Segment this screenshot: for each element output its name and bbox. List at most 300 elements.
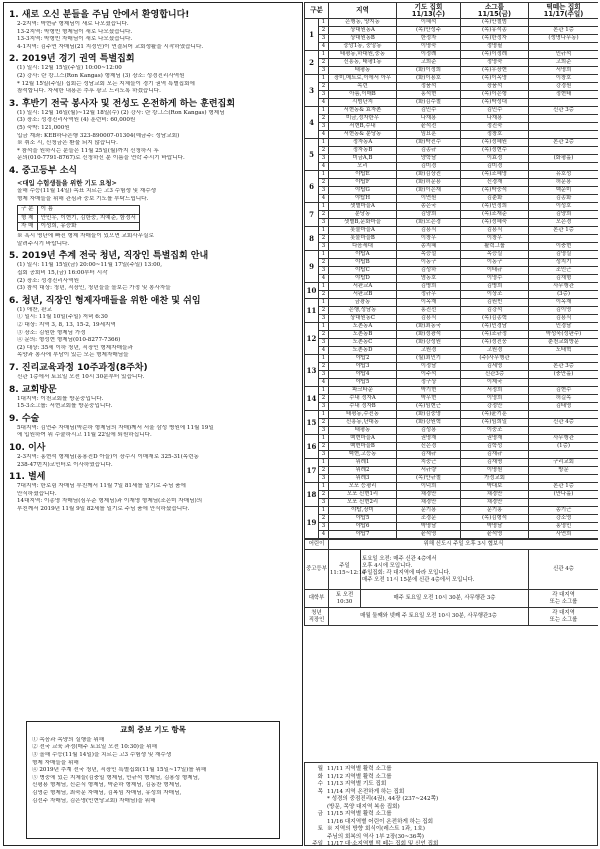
group-number: 5 [305, 139, 319, 171]
table-row [305, 347, 599, 355]
table-cell: (3층) [529, 291, 599, 299]
sub-number: 2 [319, 307, 329, 315]
table-cell: 본관 3층 [529, 363, 599, 371]
table-cell [529, 123, 599, 131]
table-cell: 도태혁 [529, 347, 599, 355]
table-cell [529, 43, 599, 51]
sub-number: 3 [319, 91, 329, 99]
table-cell: (목)임현근 [397, 403, 461, 411]
sub-number: 1 [319, 171, 329, 179]
sub-number: 3 [319, 523, 329, 531]
table-cell: 야탑C [329, 267, 397, 275]
sub-number: 4 [319, 163, 329, 171]
table-cell: 야탑,장미 [329, 507, 397, 515]
sub-number: 3 [319, 243, 329, 251]
table-row [305, 235, 599, 243]
table-cell: 본관 1층 [529, 227, 599, 235]
section-body [9, 425, 297, 440]
sub-number: 3 [319, 427, 329, 435]
table-row [305, 187, 599, 195]
weekly-day: 토 [317, 826, 323, 832]
table-row [305, 331, 599, 339]
table-row [305, 323, 599, 331]
table-cell: 서현동& 분당동 [329, 131, 397, 139]
table-row [305, 507, 599, 515]
table-cell: 야탑7 [329, 531, 397, 539]
table-row [305, 83, 599, 91]
schedule-column [304, 2, 598, 846]
prayer-item: 형제 자매들을 위해 [32, 759, 79, 766]
sub-number: 3 [319, 339, 329, 347]
sub-number: 1 [319, 283, 329, 291]
section-line: 참석합니다. 자세한 내용은 추후 광고 드리도록 하겠습니다. [17, 88, 161, 95]
table-cell: 샛별마을A [329, 203, 397, 211]
table-cell: 이상조 [461, 291, 529, 299]
table-cell [529, 451, 599, 459]
group-number: 1 [305, 19, 319, 51]
table-cell: 태평동 [329, 67, 397, 75]
section-title: 9. 수술 [9, 413, 40, 424]
section-line: 2-2지역: 박현규 형제님이 새로 나오셨습니다. [17, 21, 129, 27]
sub-number: 4 [319, 131, 329, 139]
table-cell: 김강석 [461, 307, 529, 315]
table-cell: 고희준 [529, 59, 599, 67]
weekly-day: 금 [317, 811, 323, 817]
sub-number: 3 [319, 67, 329, 75]
table-cell: 장품석 [461, 83, 529, 91]
table-cell: (화)강원혁 [397, 419, 461, 427]
age-groups-table [304, 539, 598, 626]
table-cell: 이옥재 [397, 299, 461, 307]
table-cell: 정영숙 [461, 59, 529, 67]
table-row [305, 339, 599, 347]
table-cell: (목)윤기훈 [461, 411, 529, 419]
table-cell: 태평동,수진동 [329, 411, 397, 419]
table-cell: 김세영 [461, 363, 529, 371]
table-cell: 이영희 [461, 395, 529, 403]
table-row [305, 203, 599, 211]
table-cell: 도촌동A [329, 323, 397, 331]
table-cell [529, 99, 599, 107]
table-cell: 정품석 [397, 83, 461, 91]
table-cell: 백현마을A [329, 435, 397, 443]
table-cell: (목)박성대 [461, 99, 529, 107]
table-cell: 윤석전 [397, 123, 461, 131]
table-cell: 구리교회 [529, 459, 599, 467]
table-cell: 수내 정자B [329, 403, 397, 411]
table-cell: (화평홀) [529, 155, 599, 163]
table-row [305, 195, 599, 203]
table-row [305, 211, 599, 219]
weekly-text: (방문, 목양 대지역 복음 집회) [327, 803, 400, 810]
group-number: 2 [305, 51, 319, 75]
table-cell: 김재규 [397, 451, 461, 459]
table-cell: 신흥동,단대동 [329, 419, 397, 427]
section-line: 집회 공회비 15,(금) 16:00부터 시작 [17, 270, 108, 276]
weekly-text: 11/11 지역별 활력 소그룹 [327, 766, 392, 772]
section-line: 5대지역: 김연주 자매님(박순하 형제님의 자매)께서 서울 삼성 병원에 11월 19일 [17, 424, 214, 431]
table-cell: 홍영민 [529, 523, 599, 531]
table-cell: 홍석현 [397, 91, 461, 99]
sub-number: 1 [319, 203, 329, 211]
table-cell: (화)김상진 [397, 171, 461, 179]
table-row [305, 19, 599, 27]
table-cell: 본관 2층 [529, 139, 599, 147]
table-cell: 파크타운 [329, 387, 397, 395]
table-row [305, 259, 599, 267]
table-cell [529, 131, 599, 139]
table-row [305, 251, 599, 259]
sub-number: 2 [319, 27, 329, 35]
table-cell: 본관 1층 [529, 27, 599, 35]
weekly-day [309, 834, 327, 842]
table-row [305, 131, 599, 139]
table-cell: (화)김수철 [397, 99, 461, 107]
sub-number: 1 [319, 251, 329, 259]
table-cell: 신관 3층 [529, 107, 599, 115]
table-cell: 백현마을B [329, 443, 397, 451]
middle-last: 신관 4층 [529, 550, 599, 590]
announcements-column [3, 2, 303, 846]
section-title: 2. 2019년 경기 권역 특별집회 [9, 54, 135, 65]
table-cell: 서현B,수내 [329, 123, 397, 131]
section-line: 목양과 봉사에 부담이 있는 모든 형제자매님들 [17, 352, 129, 359]
prayer-item: ④ 2019년 추계 전국 청년, 직장인 특별집회(11월 15일~17일)를 위해 [32, 767, 207, 774]
univ-day: 토 오전 10:30 [329, 590, 361, 608]
table-cell: 이창호 [529, 75, 599, 83]
table-cell: (목)유석종 [461, 27, 529, 35]
table-row [305, 27, 599, 35]
section-line: 신관 1층에서 토요일 오전 10시 30분부터 있습니다. [17, 373, 145, 380]
weekly-day [309, 796, 327, 804]
table-row [305, 307, 599, 315]
table-cell: 김재규 [461, 451, 529, 459]
table-cell: 이영수 [461, 275, 529, 283]
table-cell: 상대원동A [329, 27, 397, 35]
table-cell: 본관 1층 [529, 483, 599, 491]
table-cell: 야탑5 [329, 515, 397, 523]
weekly-row [309, 834, 593, 842]
table-cell: 도촌동B [329, 331, 397, 339]
table-cell: 강정안 [461, 403, 529, 411]
table-cell: (월)최민기 [397, 355, 461, 363]
table-row [305, 515, 599, 523]
table-cell: 김현수 [529, 387, 599, 395]
sub-number: 1 [319, 51, 329, 59]
table-cell: 분당동 [329, 211, 397, 219]
table-cell: 서명희 [529, 67, 599, 75]
table-cell: (화)정광석 [397, 331, 461, 339]
table-cell: 김춘화 [461, 195, 529, 203]
exam-prayer-title: <대입 수험생들을 위한 기도 요청> [17, 178, 117, 187]
header-cell: 기도 집회 11/13(수) [397, 3, 461, 19]
prayer-item: ① 목음과 목양의 실행을 위해 [32, 736, 105, 743]
sub-number: 4 [319, 99, 329, 107]
table-cell: 채경만 [397, 491, 461, 499]
group-number: 16 [305, 435, 319, 459]
table-row [305, 123, 599, 131]
table-cell: 사연희 [529, 531, 599, 539]
table-cell [529, 235, 599, 243]
exam-note-line: 알려주시기 바랍니다. [17, 240, 70, 247]
sub-number: 1 [319, 227, 329, 235]
section-body [9, 65, 297, 95]
table-cell: 서판교B [329, 291, 397, 299]
sub-number: 2 [319, 419, 329, 427]
header-cell: 떡떼는 집회 11/17(주일) [529, 3, 599, 19]
table-cell: 유호성 [529, 171, 599, 179]
section-line: (1) 일시: 12월 15일(주일) 10:00~12:00 [17, 65, 122, 72]
weekly-row [309, 789, 593, 797]
table-row [305, 435, 599, 443]
table-cell: 태평동 [329, 427, 397, 435]
section-line: (1) 애찬, 판교 [17, 306, 52, 313]
table-row [305, 171, 599, 179]
table-cell: 야탑4 [329, 371, 397, 379]
table-cell: 정창호 [461, 131, 529, 139]
section-body [9, 110, 297, 163]
table-cell: 지중근 [397, 459, 461, 467]
table-cell: 강소영 [529, 515, 599, 523]
table-cell: 나재용 [397, 115, 461, 123]
table-cell: 김태영 [529, 403, 599, 411]
table-cell: (목)안철범 [461, 19, 529, 27]
weekly-row [309, 819, 593, 827]
weekly-day: 화 [317, 773, 323, 780]
section-line: (3) 장소: 성경진리사역원 (4) 훈련비: 60,000원 [17, 117, 136, 124]
table-cell: 백현,고등동 [329, 451, 397, 459]
table-cell: 오은경 [529, 219, 599, 227]
table-cell: 김원빈 [461, 299, 529, 307]
section-line: (1) 일시: 12월 16일(월)~12월 18일(수) (2) 강사: 란 캉그스(Ron Kangas) 형제님 [17, 109, 225, 116]
table-cell: 야탑F [329, 179, 397, 187]
table-cell: (목)안규철 [397, 475, 461, 483]
table-cell: 양학남 [397, 155, 461, 163]
group-number: 8 [305, 227, 319, 251]
section-line: 15-3소그룹: 서현교회를 방문중입니다. [17, 403, 113, 410]
table-cell: 야탑B [329, 259, 397, 267]
table-cell: 신흥동, 태평1동 [329, 59, 397, 67]
section-body [9, 374, 297, 382]
table-cell: (만나홀) [529, 491, 599, 499]
section-title: 1. 새로 오신 분들을 주님 안에서 환영합니다! [9, 10, 190, 20]
young-last: 각 대지역 또는 소그룹 [529, 608, 599, 626]
sub-number: 3 [319, 187, 329, 195]
section-title: 11. 별세 [9, 472, 46, 483]
table-row [305, 115, 599, 123]
table-cell: 야탑G [329, 187, 397, 195]
group-number: 9 [305, 251, 319, 283]
table-cell: (화)최동국 [397, 323, 461, 331]
sub-number: 3 [319, 123, 329, 131]
section-line: ※ 취소 시, 신청금은 환불 되지 않습니다. [17, 140, 118, 147]
table-row [305, 99, 599, 107]
table-cell: 금광동 [329, 299, 397, 307]
section-title: 8. 교회방문 [9, 384, 57, 395]
table-cell: 서규량 [397, 467, 461, 475]
table-cell: 서정희 [461, 387, 529, 395]
table-cell: 이제국 [461, 379, 529, 387]
table-cell: 이명원 [461, 467, 529, 475]
exam-table-header: 구 분 [18, 206, 38, 214]
table-cell: 사무행관 [529, 283, 599, 291]
table-cell: 김성하 [397, 267, 461, 275]
section-line: (2) 강사: 란 캉그스(Ron Kangas) 형제님 (3) 장소: 성경진리사역원 [17, 72, 185, 79]
table-cell: 박성욱(성판수) [529, 331, 599, 339]
table-cell: 이충현 [529, 243, 599, 251]
table-cell: 채경만 [397, 499, 461, 507]
prayer-item: 김선주 자매님, 김은영(인현당교회) 자매님)을 위해 [32, 797, 156, 804]
section-body [9, 262, 297, 292]
univ-label: 대학부 [305, 590, 329, 608]
sub-number: 2 [319, 331, 329, 339]
section-title: 10. 이사 [9, 442, 46, 453]
sub-number: 2 [319, 59, 329, 67]
table-row [305, 523, 599, 531]
table-cell: 오포 능평리 [329, 483, 397, 491]
table-cell: 목승설 [397, 251, 461, 259]
table-cell [529, 411, 599, 419]
sub-number: 3 [319, 155, 329, 163]
table-cell: 시범단지 [329, 99, 397, 107]
section-line: 7대지역: 한로림 자매님 부친께서 11월 7일 81세를 일기로 주님 품에 [17, 483, 186, 490]
table-cell: 다음세대 [329, 243, 397, 251]
table-cell [529, 163, 599, 171]
young-text: 매월 둘째와 넷째 주 토요일 오전 10시 30분, 사무행관3층 [329, 608, 529, 626]
table-row [305, 395, 599, 403]
sub-number: 4 [319, 347, 329, 355]
table-cell: 위례3 [329, 475, 397, 483]
section-line: 1대지역: 이천교회를 방문중입니다. [17, 395, 104, 402]
table-cell: 정자동A [329, 139, 397, 147]
table-cell: 이덕희 [397, 483, 461, 491]
weekly-text: 11/13 지역별 기도 집회 [327, 781, 387, 787]
table-cell: 이옥재 [529, 299, 599, 307]
table-cell: (목)정혜원 [461, 139, 529, 147]
table-cell: (목)한정자 [461, 35, 529, 43]
table-cell: (1층) [529, 443, 599, 451]
table-row [305, 243, 599, 251]
sub-number: 2 [319, 395, 329, 403]
section-line: ④ 문의: 형성현 형제님(010-8277-7366) [17, 337, 121, 344]
table-row [305, 467, 599, 475]
table-cell: 이창우 [397, 235, 461, 243]
sub-number: 1 [319, 107, 329, 115]
table-cell: 고원경 [461, 347, 529, 355]
table-cell: 상대원동C [329, 315, 397, 323]
table-row [305, 371, 599, 379]
table-cell: 허문용 [529, 179, 599, 187]
table-cell: 신관3층 [461, 371, 529, 379]
sub-number: 1 [319, 387, 329, 395]
exam-table-cell: 이성희, 유승화 [37, 222, 139, 230]
table-cell: 박우현 [397, 395, 461, 403]
middle-label: 중고등부 [305, 550, 329, 590]
table-cell: 박명남 [461, 523, 529, 531]
table-row [305, 363, 599, 371]
young-label: 청년 직장인 [305, 608, 329, 626]
sub-number: 1 [319, 75, 329, 83]
section-body [9, 396, 297, 411]
section-line: * 참석을 원하시는 분들은 11월 25일(월)까지 신청하시 후 [17, 147, 159, 154]
sub-number: 3 [319, 219, 329, 227]
section-line: 13-2지역: 박형빈 형제님이 새로 나오셨습니다. [17, 28, 133, 35]
weekly-row [309, 811, 593, 819]
table-row [305, 499, 599, 507]
sub-number: 3 [319, 499, 329, 507]
table-cell: 김영실 [529, 251, 599, 259]
table-cell: 위례1 [329, 459, 397, 467]
table-cell: 방문 [529, 467, 599, 475]
table-cell: 미금,정자한우 [329, 115, 397, 123]
table-row [305, 43, 599, 51]
table-cell: 정진숙 [461, 123, 529, 131]
section-line: (1) 일시: 11월 15일(금) 20:00~11월 17일(주일) 13:00, [17, 262, 163, 269]
sub-number: 1 [319, 299, 329, 307]
table-cell: 김용식 [529, 315, 599, 323]
table-row [305, 219, 599, 227]
table-cell: (목)안성주 [397, 27, 461, 35]
table-cell: 롯물마을B [329, 235, 397, 243]
table-row [305, 355, 599, 363]
exam-table-cell: 안민우, 이현기, 김한중, 지예준, 함정서 [37, 214, 139, 222]
table-cell: 도촌동C [329, 339, 397, 347]
table-row [305, 163, 599, 171]
table-cell: 이정례 [397, 51, 461, 59]
group-number: 11 [305, 299, 319, 323]
section-line: ③ 장소: 김원한 형제님 가정 [17, 329, 86, 336]
table-row [305, 491, 599, 499]
sub-number: 3 [319, 35, 329, 43]
table-row [305, 227, 599, 235]
table-cell: 이주석 [397, 371, 461, 379]
sub-number: 2 [319, 235, 329, 243]
table-cell: 윤석영 [461, 531, 529, 539]
table-cell: 신은경 [397, 443, 461, 451]
table-row [305, 283, 599, 291]
table-cell: 김병희 [461, 283, 529, 291]
table-row [305, 419, 599, 427]
table-cell: 김학성 [461, 443, 529, 451]
table-cell [529, 379, 599, 387]
table-cell: 정자동B [329, 147, 397, 155]
table-cell: 김민수 [461, 107, 529, 115]
table-cell: (목)민경남 [461, 323, 529, 331]
group-number: 17 [305, 459, 319, 483]
table-cell: (목)정진웅 [461, 339, 529, 347]
table-row [305, 147, 599, 155]
table-cell: (목)임희일 [461, 419, 529, 427]
section-line: (2) 장소: 성경진리사역원 [17, 277, 79, 284]
table-cell: 은행,성남동 [329, 307, 397, 315]
table-cell [529, 115, 599, 123]
table-cell: (목)조규정 [461, 331, 529, 339]
table-row [305, 51, 599, 59]
table-cell: 야탑5 [329, 379, 397, 387]
table-cell: 고원경 [397, 347, 461, 355]
table-cell: (생명나무동) [529, 35, 599, 43]
section-line: 입금 계좌: KEB하나은행 323-890007-01304(예금주: 성남교회) [17, 132, 180, 139]
table-row [305, 267, 599, 275]
sub-number: 2 [319, 211, 329, 219]
table-cell: 수내 정자A [329, 395, 397, 403]
table-cell: 장미,메트로,이에서 아우 [329, 75, 397, 83]
table-cell: (화)김중영 [397, 411, 461, 419]
section-title: 7. 진리교육과정 10주과정(8주차) [9, 362, 148, 373]
sub-number: 1 [319, 507, 329, 515]
weekly-text: 주님의 회복의 역사 1부 2장(30~36쪽) [327, 833, 424, 840]
weekly-text: 11/17 대·소지역별 떡 떼는 집회 및 신언 집회 [327, 841, 439, 846]
